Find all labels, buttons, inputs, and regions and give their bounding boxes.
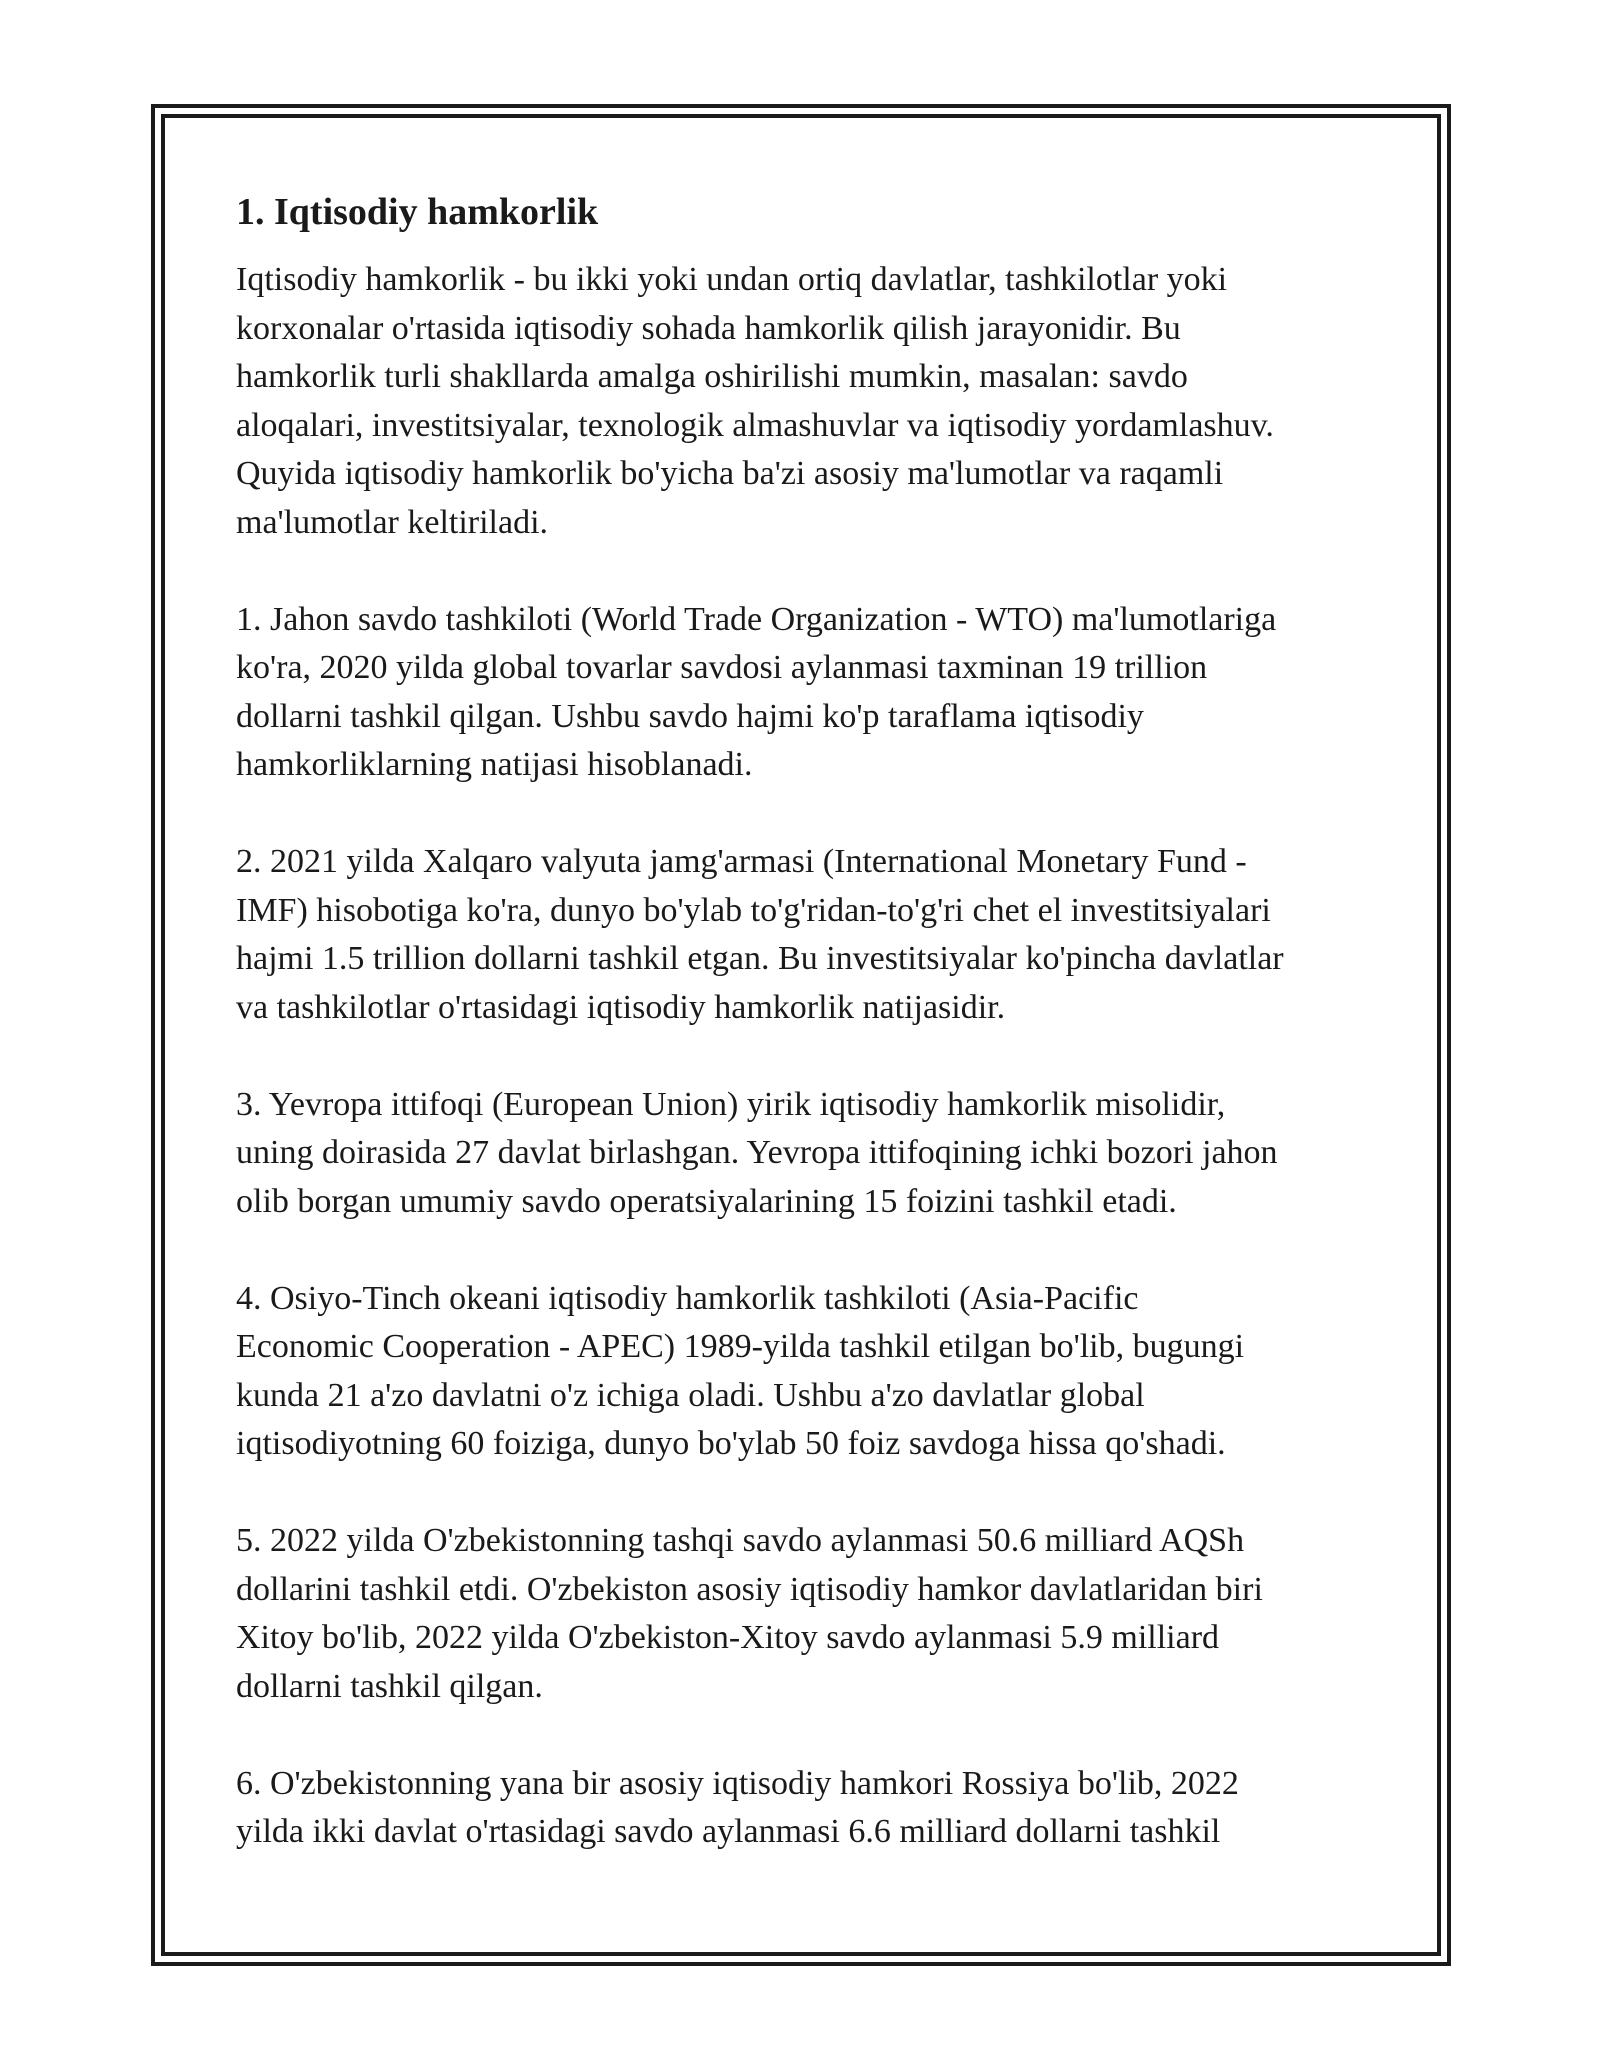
text-line: dollarni tashkil qilgan. Ushbu savdo hajmi ko'p taraflama iqtisodiy bbox=[236, 697, 1144, 735]
text-line: 3. Yevropa ittifoqi (European Union) yirik iqtisodiy hamkorlik misolidir, bbox=[236, 1085, 1226, 1123]
intro-paragraph bbox=[236, 256, 1386, 547]
text-line: aloqalari, investitsiyalar, texnologik almashuvlar va iqtisodiy yordamlashuv. bbox=[236, 406, 1274, 444]
list-item-wto bbox=[236, 596, 1386, 790]
text-line: IMF) hisobotiga ko'ra, dunyo bo'ylab to'g'ridan-to'g'ri chet el investitsiyalari bbox=[236, 891, 1271, 929]
text-line: Iqtisodiy hamkorlik - bu ikki yoki undan ortiq davlatlar, tashkilotlar yoki bbox=[236, 261, 1228, 298]
text-line: va tashkilotlar o'rtasidagi iqtisodiy hamkorlik natijasidir. bbox=[236, 988, 1006, 1026]
text-line: Economic Cooperation - APEC) 1989-yilda tashkil etilgan bo'lib, bugungi bbox=[236, 1328, 1245, 1365]
text-line: 1. Jahon savdo tashkiloti (World Trade Organization - WTO) ma'lumotlariga bbox=[236, 600, 1277, 638]
document-body bbox=[236, 186, 1386, 1905]
list-item-eu bbox=[236, 1081, 1386, 1227]
text-line: hamkorliklarning natijasi hisoblanadi. bbox=[236, 746, 753, 783]
list-item-russia bbox=[236, 1760, 1386, 1857]
text-line: kunda 21 a'zo davlatni o'z ichiga oladi. Ushbu a'zo davlatlar global bbox=[236, 1376, 1145, 1414]
text-line: 6. O'zbekistonning yana bir asosiy iqtisodiy hamkori Rossiya bo'lib, 2022 bbox=[236, 1764, 1239, 1802]
text-line: dollarni tashkil qilgan. bbox=[236, 1667, 543, 1705]
text-line: yilda ikki davlat o'rtasidagi savdo aylanmasi 6.6 milliard dollarni tashkil bbox=[236, 1813, 1221, 1850]
text-line: hajmi 1.5 trillion dollarni tashkil etgan. Bu investitsiyalar ko'pincha davlatlar bbox=[236, 940, 1284, 977]
text-line: 5. 2022 yilda O'zbekistonning tashqi savdo aylanmasi 50.6 milliard AQSh bbox=[236, 1522, 1245, 1559]
text-line: iqtisodiyotning 60 foiziga, dunyo bo'ylab 50 foiz savdoga hissa qo'shadi. bbox=[236, 1425, 1226, 1462]
text-line: korxonalar o'rtasida iqtisodiy sohada hamkorlik qilish jarayonidir. Bu bbox=[236, 309, 1181, 347]
list-item-imf bbox=[236, 838, 1386, 1032]
text-line: 2. 2021 yilda Xalqaro valyuta jamg'armasi (International Monetary Fund - bbox=[236, 843, 1247, 880]
text-line: olib borgan umumiy savdo operatsiyalarining 15 foizini tashkil etadi. bbox=[236, 1182, 1177, 1220]
text-line: ko'ra, 2020 yilda global tovarlar savdosi aylanmasi taxminan 19 trillion bbox=[236, 649, 1208, 686]
text-line: Quyida iqtisodiy hamkorlik bo'yicha ba'zi asosiy ma'lumotlar va raqamli bbox=[236, 455, 1224, 492]
text-line: uning doirasida 27 davlat birlashgan. Yevropa ittifoqining ichki bozori jahon bbox=[236, 1134, 1278, 1171]
text-line: hamkorlik turli shakllarda amalga oshirilishi mumkin, masalan: savdo bbox=[236, 358, 1188, 395]
text-line: ma'lumotlar keltiriladi. bbox=[236, 503, 549, 541]
list-item-apec bbox=[236, 1275, 1386, 1469]
list-item-uzbekistan-trade bbox=[236, 1517, 1386, 1711]
text-line: Xitoy bo'lib, 2022 yilda O'zbekiston-Xitoy savdo aylanmasi 5.9 milliard bbox=[236, 1619, 1220, 1656]
text-line: dollarini tashkil etdi. O'zbekiston asosiy iqtisodiy hamkor davlatlaridan biri bbox=[236, 1570, 1263, 1608]
text-line: 4. Osiyo-Tinch okeani iqtisodiy hamkorlik tashkiloti (Asia-Pacific bbox=[236, 1279, 1139, 1317]
section-heading: 1. Iqtisodiy hamkorlik bbox=[236, 191, 599, 233]
